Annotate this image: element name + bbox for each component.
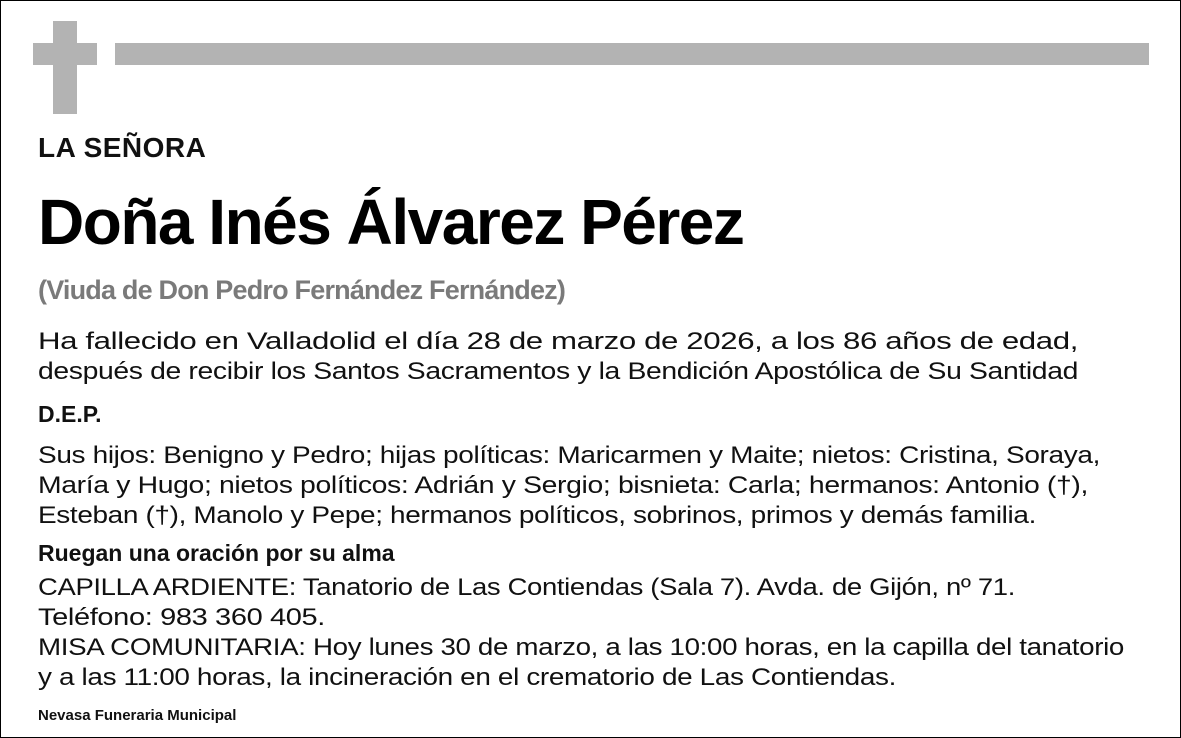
widow-of: (Viuda de Don Pedro Fernández Fernández) [38,275,566,305]
service-line: Teléfono: 983 360 405. [38,604,325,631]
cross-icon-bar [33,43,97,65]
family-line: María y Hugo; nietos políticos: Adrián y Sergio; bisnieta: Carla; hermanos: Antonio (†), [38,472,1088,499]
prayer-request: Ruegan una oración por su alma [38,540,395,566]
service-line: CAPILLA ARDIENTE: Tanatorio de Las Contiendas (Sala 7). Avda. de Gijón, nº 71. [38,574,1015,601]
service-line: MISA COMUNITARIA: Hoy lunes 30 de marzo, a las 10:00 horas, en la capilla del tanatorio [38,634,1124,661]
honorific-title: LA SEÑORA [38,132,207,163]
death-line: Ha fallecido en Valladolid el día 28 de marzo de 2026, a los 86 años de edad, [38,328,1078,355]
header-rule [115,43,1149,65]
dep-label: D.E.P. [38,401,102,427]
cross-icon [53,21,77,114]
funeral-home: Nevasa Funeraria Municipal [38,707,237,724]
family-line: Esteban (†), Manolo y Pepe; hermanos políticos, sobrinos, primos y demás familia. [38,502,1036,529]
death-line: después de recibir los Santos Sacramentos y la Bendición Apostólica de Su Santidad [38,358,1078,385]
service-line: y a las 11:00 horas, la incineración en el crematorio de Las Contiendas. [38,664,896,691]
deceased-name: Doña Inés Álvarez Pérez [38,186,744,258]
family-line: Sus hijos: Benigno y Pedro; hijas políticas: Maricarmen y Maite; nietos: Cristina, Soraya, [38,442,1100,469]
